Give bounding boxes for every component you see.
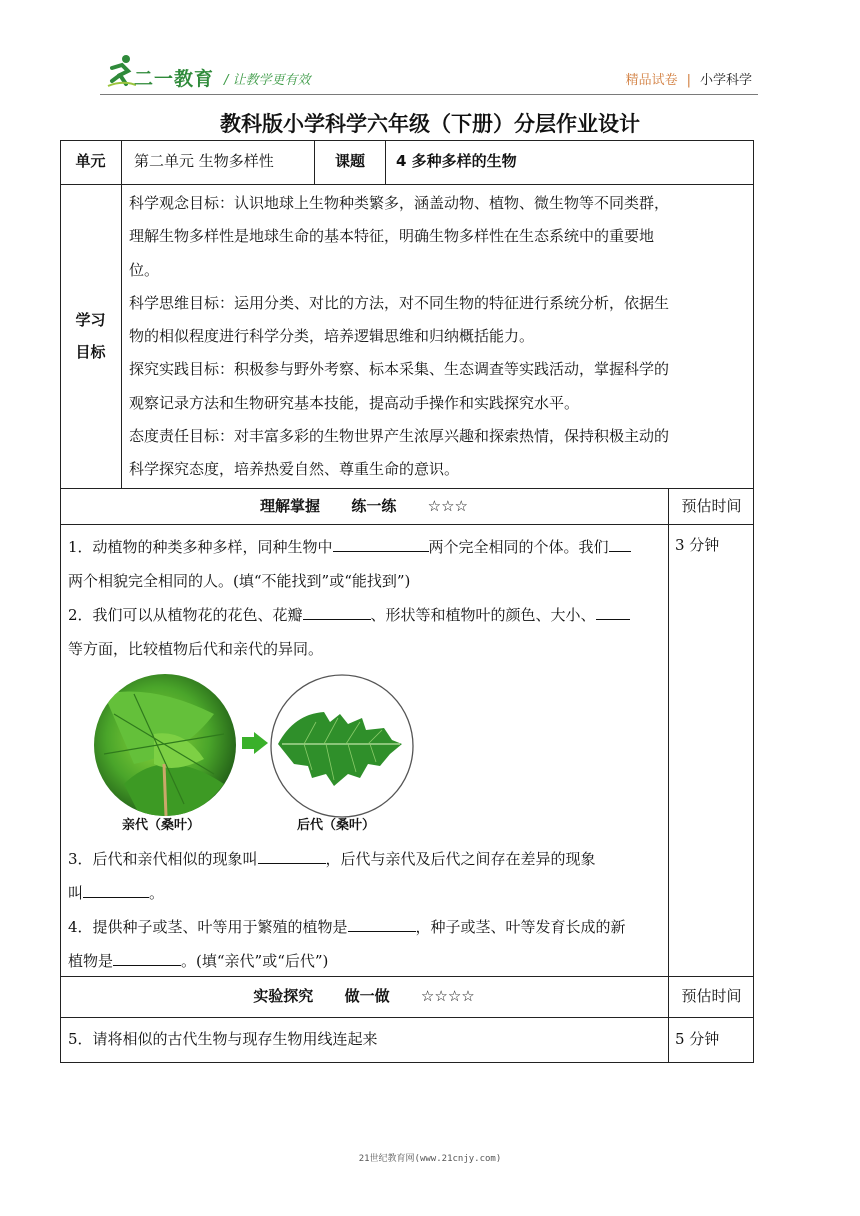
q3-text-a: 3．后代和亲代相似的现象叫 (68, 850, 258, 868)
goal-line: 科学观念目标：认识地球上生物种类繁多，涵盖动物、植物、微生物等不同类群， (129, 194, 670, 212)
section1-time: 3 分钟 (675, 536, 720, 554)
unit-label: 单元 (75, 152, 106, 170)
goal-line: 物的相似程度进行科学分类，培养逻辑思维和归纳概括能力。 (129, 327, 535, 346)
unit-value: 第二单元 生物多样性 (134, 152, 274, 170)
header-tags (626, 69, 752, 88)
q1-text-a: 1．动植物的种类多种多样，同种生物中 (68, 538, 333, 556)
slogan: / 让教学更有效 (224, 73, 311, 88)
section2-title: 实验探究 做一做 ☆☆☆☆ (253, 987, 475, 1005)
q3-blank-2[interactable] (83, 879, 149, 898)
q4-blank-1[interactable] (348, 913, 416, 932)
goal-line: 理解生物多样性是地球生命的基本特征，明确生物多样性在生态系统中的重要地 (129, 227, 655, 246)
learning-goals (129, 187, 753, 487)
goals-label-line2: 目标 (75, 343, 106, 361)
question-3 (68, 842, 664, 910)
tag-quality: 精品试卷 (625, 73, 678, 88)
arrow-icon (242, 732, 268, 754)
goal-line: 态度责任目标：对丰富多彩的生物世界产生浓厚兴趣和探索热情，保持积极主动的 (129, 427, 670, 446)
topic-value: 4 多种多样的生物 (396, 152, 517, 170)
goal-line: 科学思维目标：运用分类、对比的方法，对不同生物的特征进行系统分析，依据生 (129, 293, 670, 312)
tag-separator: | (686, 73, 691, 88)
q1-text-c: 两个相貌完全相同的人。(填“不能找到”或“能找到”) (68, 572, 411, 590)
goal-line: 位。 (129, 260, 160, 279)
section2-time-label: 预估时间 (681, 987, 742, 1005)
logo (106, 54, 216, 90)
q4-text-a: 4．提供种子或茎、叶等用于繁殖的植物是 (68, 918, 348, 936)
q2-text-a: 2．我们可以从植物花的花色、花瓣 (68, 606, 303, 624)
q3-blank-1[interactable] (258, 845, 326, 864)
parent-leaf-circle (94, 674, 236, 824)
tag-subject: 小学科学 (699, 73, 752, 88)
caption-offspring: 后代（桑叶） (297, 818, 376, 833)
section1-time-label: 预估时间 (681, 497, 742, 515)
goal-line: 观察记录方法和生物研究基本技能，提高动手操作和实践探究水平。 (129, 393, 580, 412)
page-title: 教科版小学科学六年级（下册）分层作业设计 (220, 112, 640, 136)
page-footer: 21世纪教育网(www.21cnjy.com) (358, 1154, 502, 1164)
q3-text-c: 叫 (68, 884, 84, 902)
q2-text-b: 、形状等和植物叶的颜色、大小、 (370, 606, 596, 624)
section1-title: 理解掌握 练一练 ☆☆☆ (259, 497, 468, 515)
goals-label-line1: 学习 (75, 311, 106, 329)
page-header (106, 52, 756, 96)
assignment-table (60, 140, 754, 1062)
q3-text-d: 。 (149, 884, 165, 902)
question-4 (68, 910, 664, 978)
q2-blank-2[interactable] (596, 601, 630, 620)
q3-text-b: ，后代与亲代及后代之间存在差异的现象 (325, 850, 596, 868)
q1-text-b: 两个完全相同的个体。我们 (428, 538, 609, 556)
question-2 (68, 598, 664, 666)
logo-text: 二一教育 (134, 68, 215, 90)
runner-logo-icon (106, 54, 136, 88)
goals-label (60, 304, 121, 368)
header-divider (100, 94, 758, 95)
q2-blank-1[interactable] (303, 601, 371, 620)
q4-blank-2[interactable] (113, 947, 181, 966)
topic-label: 课题 (334, 152, 365, 170)
q4-text-c: 植物是 (68, 952, 114, 970)
q1-blank-2[interactable] (609, 533, 631, 552)
goal-line: 探究实践目标：积极参与野外考察、标本采集、生态调查等实践活动，掌握科学的 (129, 360, 670, 379)
question-1 (68, 530, 664, 598)
section2-time: 5 分钟 (675, 1030, 720, 1048)
q2-text-c: 等方面，比较植物后代和亲代的异同。 (68, 640, 324, 658)
q4-text-d: 。(填“亲代”或“后代”) (181, 952, 329, 970)
q1-blank-1[interactable] (333, 533, 429, 552)
goal-line: 科学探究态度，培养热爱自然、尊重生命的意识。 (129, 460, 460, 479)
offspring-leaf-circle (271, 675, 413, 817)
q4-text-b: ，种子或茎、叶等发育长成的新 (415, 918, 626, 936)
question-5: 5．请将相似的古代生物与现存生物用线连起来 (68, 1030, 378, 1048)
caption-parent: 亲代（桑叶） (122, 818, 201, 833)
